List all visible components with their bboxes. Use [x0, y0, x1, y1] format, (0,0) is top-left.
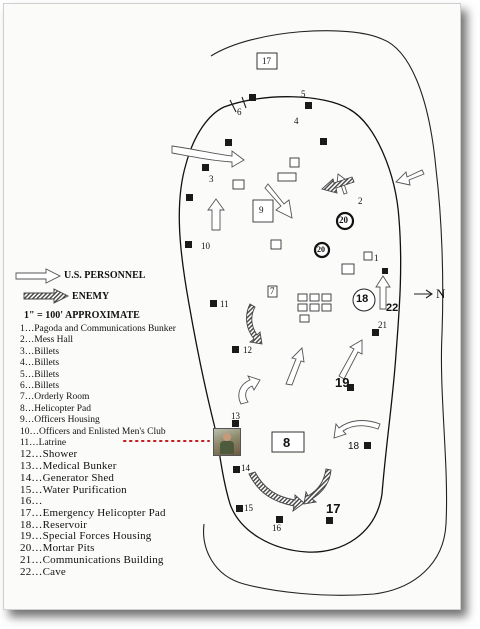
legend-item: 21…Communications Building — [20, 553, 164, 566]
legend-item: 20…Mortar Pits — [20, 542, 95, 555]
legend-item: 2…Mess Hall — [20, 335, 74, 346]
photo-torso — [220, 441, 234, 454]
us-personnel-arrow — [16, 269, 60, 283]
legend-us-personnel: U.S. PERSONNEL — [64, 270, 146, 281]
legend-item: 9…Officers Housing — [20, 415, 100, 426]
label-5: 5 — [301, 89, 306, 99]
label-22: 22 — [386, 302, 399, 314]
label-2: 2 — [358, 196, 363, 206]
soldier-photo — [213, 428, 241, 456]
legend-item: 11…Latrine — [20, 438, 67, 449]
enemy-arrow — [24, 289, 68, 303]
legend-item: 18…Reservoir — [20, 518, 88, 531]
label-18-box: 18 — [348, 441, 360, 452]
legend-item: 4…Billets — [20, 358, 60, 369]
legend-item: 15…Water Purification — [20, 483, 127, 496]
label-11: 11 — [220, 299, 229, 309]
label-9: 9 — [259, 205, 264, 215]
legend-item: 10…Officers and Enlisted Men's Club — [20, 426, 166, 437]
legend-item: 14…Generator Shed — [20, 471, 115, 484]
label-4: 4 — [294, 116, 299, 126]
label-12: 12 — [243, 345, 252, 355]
label-8: 8 — [283, 435, 291, 450]
legend-item: 22…Cave — [20, 565, 67, 578]
label-16: 16 — [272, 523, 281, 533]
label-20b: 20 — [317, 245, 325, 254]
label-6: 6 — [237, 107, 242, 117]
legend-item: 7…Orderly Room — [20, 392, 90, 403]
label-21: 21 — [378, 320, 387, 330]
legend-scale: 1" = 100' APPROXIMATE — [24, 310, 140, 321]
label-7: 7 — [270, 286, 275, 296]
label-13: 13 — [231, 411, 240, 421]
map-sheet — [3, 3, 461, 610]
label-19: 19 — [335, 375, 350, 390]
label-17: 17 — [326, 501, 341, 516]
label-18-circle: 18 — [356, 293, 369, 305]
legend-enemy: ENEMY — [72, 291, 110, 302]
label-15: 15 — [244, 503, 253, 513]
legend-item: 13…Medical Bunker — [20, 460, 117, 473]
enemy-arrows — [247, 177, 354, 511]
label-top-17: 17 — [262, 56, 271, 66]
legend-item: 1…Pagoda and Communications Bunker — [20, 324, 176, 334]
legend-item: 12…Shower — [20, 448, 78, 461]
photo-head — [223, 433, 231, 441]
legend-item: 19…Special Forces Housing — [20, 530, 152, 543]
label-14: 14 — [241, 463, 250, 473]
legend-item: 6…Billets — [20, 381, 60, 392]
legend-item: 16… — [20, 495, 43, 508]
label-10: 10 — [201, 241, 210, 251]
north-label: N — [436, 286, 446, 301]
legend-list — [20, 324, 176, 578]
legend-item: 3…Billets — [20, 346, 60, 357]
label-3: 3 — [209, 174, 214, 184]
us-arrows — [172, 146, 424, 438]
label-1: 1 — [374, 253, 379, 263]
label-20a: 20 — [339, 215, 348, 225]
legend-item: 8…Helicopter Pad — [20, 403, 91, 414]
legend-item: 17…Emergency Helicopter Pad — [20, 506, 166, 519]
legend-item: 5…Billets — [20, 369, 60, 380]
north-arrow — [414, 290, 432, 298]
